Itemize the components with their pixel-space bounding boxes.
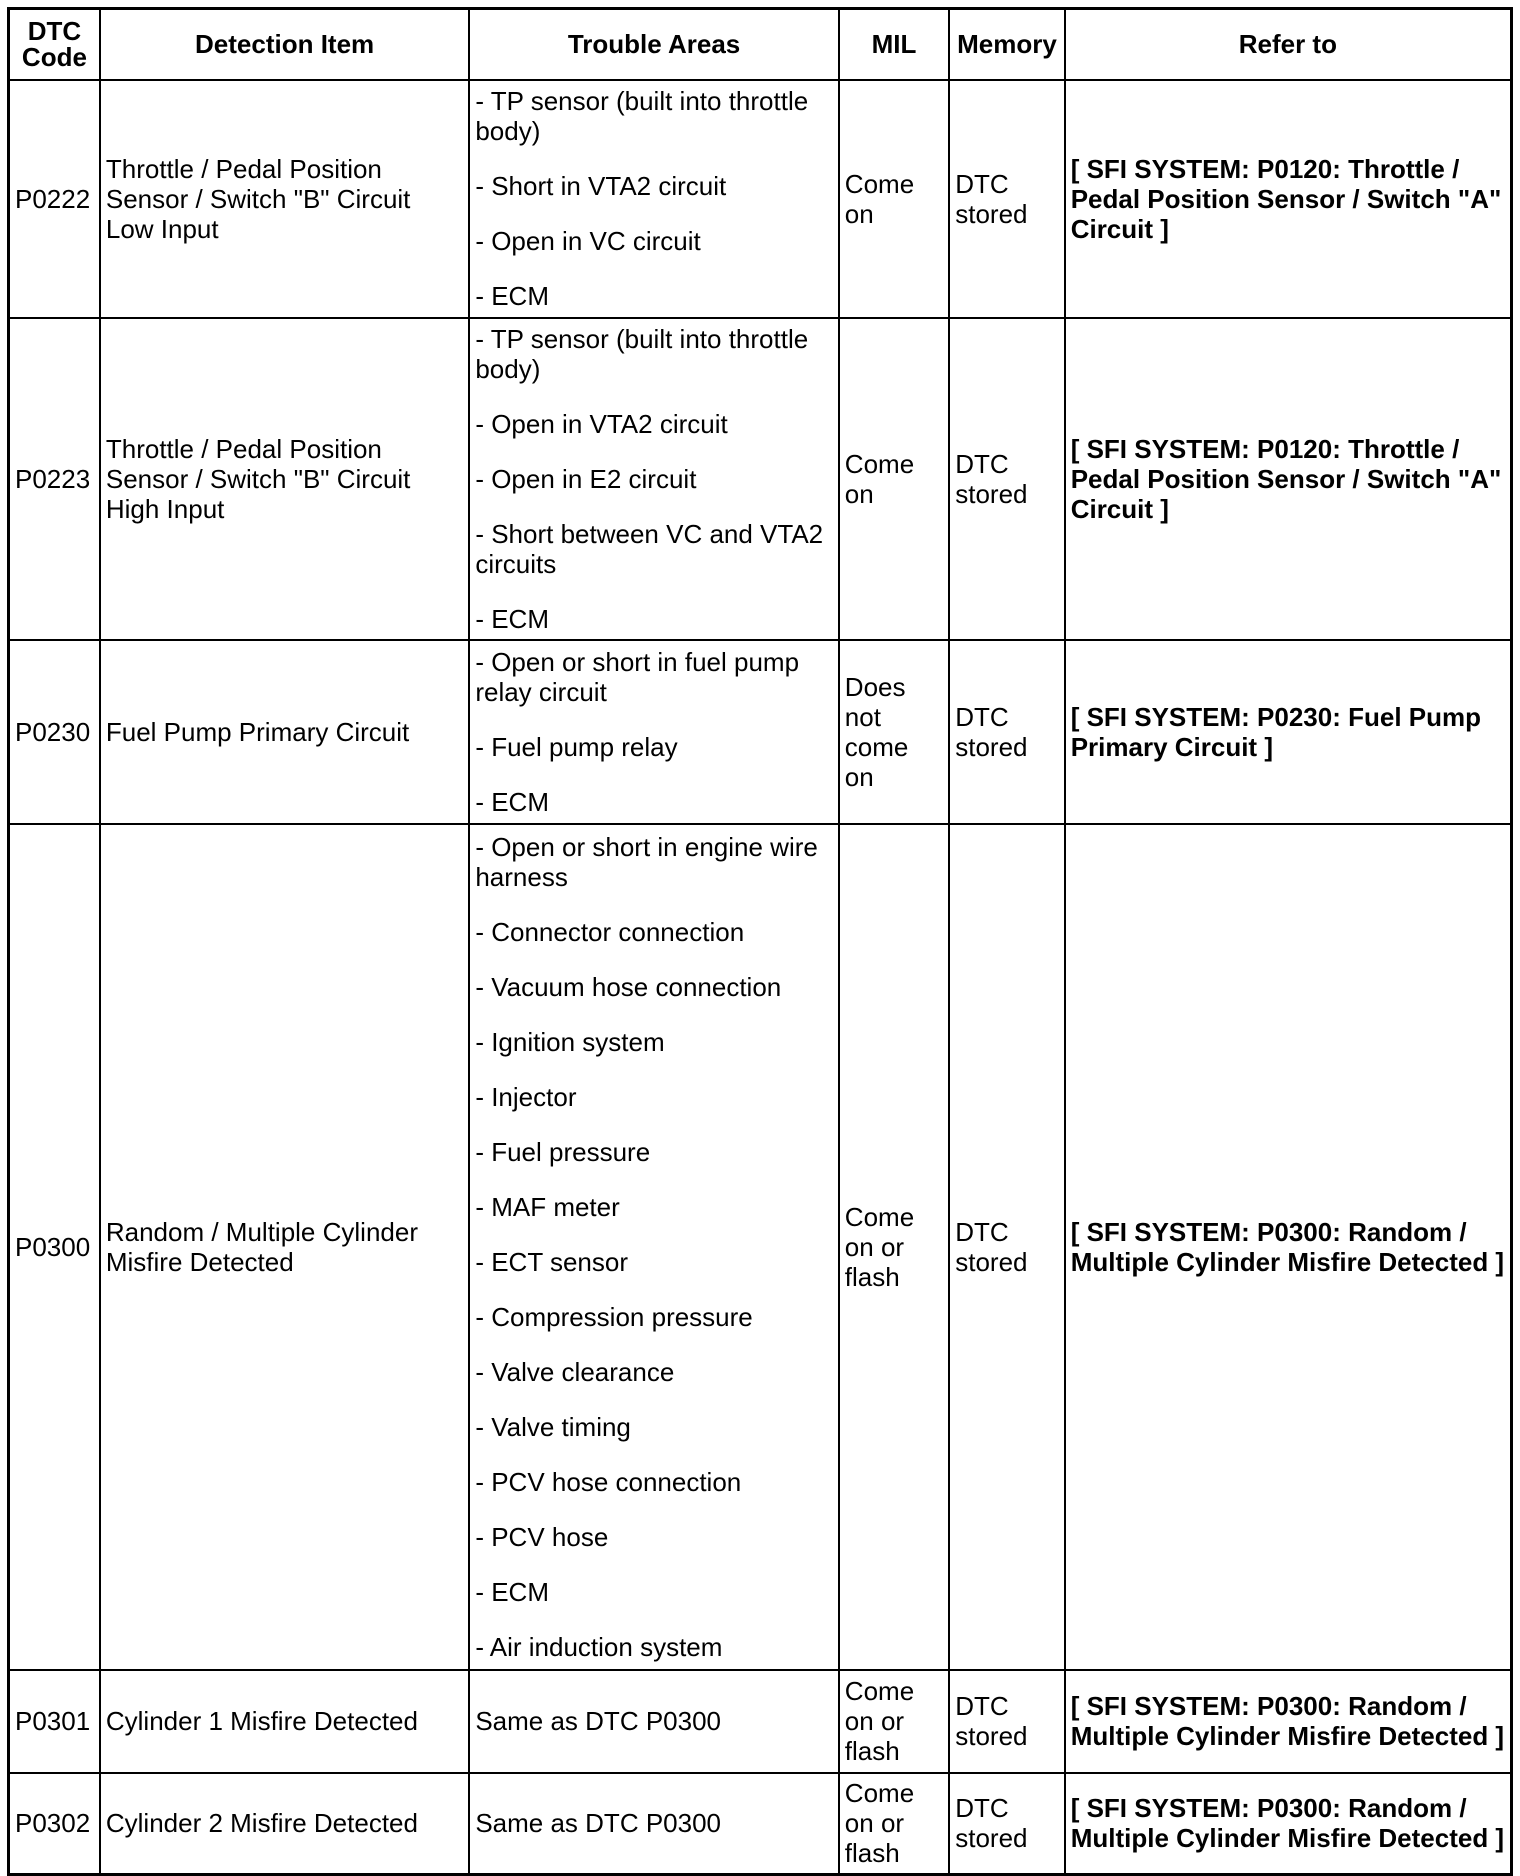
trouble-area-item: - Open in VTA2 circuit <box>475 408 728 439</box>
trouble-areas-list <box>475 647 832 817</box>
dtc-code-cell: P0300 <box>9 824 100 1670</box>
table-row <box>9 80 1512 318</box>
trouble-area-item: - Connector connection <box>475 916 745 947</box>
detection-item-cell: Throttle / Pedal Position Sensor / Switch "B" Circuit Low Input <box>100 80 469 318</box>
memory-cell: DTC stored <box>949 1773 1064 1875</box>
trouble-area-item: - Compression pressure <box>475 1301 753 1332</box>
header-row <box>9 9 1512 80</box>
mil-cell: Come on or flash <box>839 1670 949 1773</box>
refer-to-cell: [ SFI SYSTEM: P0300: Random / Multiple Cylinder Misfire Detected ] <box>1065 824 1512 1670</box>
trouble-area-item: - Open or short in fuel pump relay circuit <box>475 646 800 707</box>
mil-cell: Come on or flash <box>839 1773 949 1875</box>
dtc-code-cell: P0301 <box>9 1670 100 1773</box>
trouble-area-item: - Fuel pump relay <box>475 731 678 762</box>
mil-cell: Come on or flash <box>839 824 949 1670</box>
table-row <box>9 1773 1512 1875</box>
dtc-table <box>7 7 1513 1876</box>
trouble-area-item: Same as DTC P0300 <box>475 1808 721 1839</box>
trouble-area-item: - Injector <box>475 1081 577 1112</box>
detection-item-cell: Throttle / Pedal Position Sensor / Switch "B" Circuit High Input <box>100 318 469 640</box>
trouble-area-item: - Open or short in engine wire harness <box>475 831 818 892</box>
detection-item-cell: Fuel Pump Primary Circuit <box>100 640 469 824</box>
refer-to-cell: [ SFI SYSTEM: P0300: Random / Multiple Cylinder Misfire Detected ] <box>1065 1773 1512 1875</box>
trouble-areas-cell <box>469 1773 838 1875</box>
header-dtc-code: DTC Code <box>9 9 100 80</box>
table-row <box>9 1670 1512 1773</box>
header-mil: MIL <box>839 9 949 80</box>
trouble-areas-cell <box>469 318 838 640</box>
trouble-area-item: - PCV hose connection <box>475 1466 742 1497</box>
trouble-areas-cell <box>469 80 838 318</box>
table-row <box>9 318 1512 640</box>
mil-cell: Come on <box>839 80 949 318</box>
trouble-area-item: - Fuel pressure <box>475 1136 651 1167</box>
table-row <box>9 640 1512 824</box>
trouble-areas-cell <box>469 1670 838 1773</box>
trouble-area-item: - ECM <box>475 1576 549 1607</box>
table-row <box>9 824 1512 1670</box>
trouble-areas-cell <box>469 640 838 824</box>
header-trouble-areas: Trouble Areas <box>469 9 838 80</box>
mil-cell: Come on <box>839 318 949 640</box>
memory-cell: DTC stored <box>949 80 1064 318</box>
detection-item-cell: Cylinder 2 Misfire Detected <box>100 1773 469 1875</box>
trouble-areas-cell <box>469 824 838 1670</box>
trouble-areas-list <box>475 86 832 311</box>
trouble-areas-list <box>475 324 832 634</box>
trouble-area-item: - Short between VC and VTA2 circuits <box>475 518 824 579</box>
trouble-area-item: - TP sensor (built into throttle body) <box>475 86 809 146</box>
refer-to-cell: [ SFI SYSTEM: P0120: Throttle / Pedal Position Sensor / Switch "A" Circuit ] <box>1065 318 1512 640</box>
dtc-code-cell: P0223 <box>9 318 100 640</box>
trouble-areas-list <box>475 1808 832 1838</box>
header-memory: Memory <box>949 9 1064 80</box>
trouble-area-item: - ECT sensor <box>475 1246 629 1277</box>
memory-cell: DTC stored <box>949 1670 1064 1773</box>
trouble-area-item: - MAF meter <box>475 1191 620 1222</box>
trouble-area-item: - PCV hose <box>475 1521 609 1552</box>
memory-cell: DTC stored <box>949 318 1064 640</box>
dtc-code-cell: P0302 <box>9 1773 100 1875</box>
trouble-area-item: - Vacuum hose connection <box>475 971 782 1002</box>
trouble-area-item: - Valve timing <box>475 1411 631 1442</box>
trouble-area-item: - Open in VC circuit <box>475 226 701 256</box>
detection-item-cell: Random / Multiple Cylinder Misfire Detected <box>100 824 469 1670</box>
trouble-area-item: Same as DTC P0300 <box>475 1706 721 1736</box>
trouble-areas-list <box>475 1706 832 1736</box>
memory-cell: DTC stored <box>949 640 1064 824</box>
mil-cell: Does not come on <box>839 640 949 824</box>
header-detection-item: Detection Item <box>100 9 469 80</box>
refer-to-cell: [ SFI SYSTEM: P0230: Fuel Pump Primary Circuit ] <box>1065 640 1512 824</box>
refer-to-cell: [ SFI SYSTEM: P0120: Throttle / Pedal Position Sensor / Switch "A" Circuit ] <box>1065 80 1512 318</box>
trouble-area-item: - TP sensor (built into throttle body) <box>475 323 809 384</box>
trouble-area-item: - Open in E2 circuit <box>475 463 697 494</box>
header-refer-to: Refer to <box>1065 9 1512 80</box>
trouble-area-item: - Valve clearance <box>475 1356 675 1387</box>
trouble-area-item: - Short in VTA2 circuit <box>475 171 727 201</box>
trouble-area-item: - Air induction system <box>475 1631 723 1662</box>
detection-item-cell: Cylinder 1 Misfire Detected <box>100 1670 469 1773</box>
dtc-code-cell: P0230 <box>9 640 100 824</box>
trouble-area-item: - ECM <box>475 281 549 311</box>
memory-cell: DTC stored <box>949 824 1064 1670</box>
trouble-areas-list <box>475 832 832 1662</box>
trouble-area-item: - Ignition system <box>475 1026 665 1057</box>
trouble-area-item: - ECM <box>475 786 549 817</box>
trouble-area-item: - ECM <box>475 603 549 634</box>
refer-to-cell: [ SFI SYSTEM: P0300: Random / Multiple Cylinder Misfire Detected ] <box>1065 1670 1512 1773</box>
dtc-code-cell: P0222 <box>9 80 100 318</box>
